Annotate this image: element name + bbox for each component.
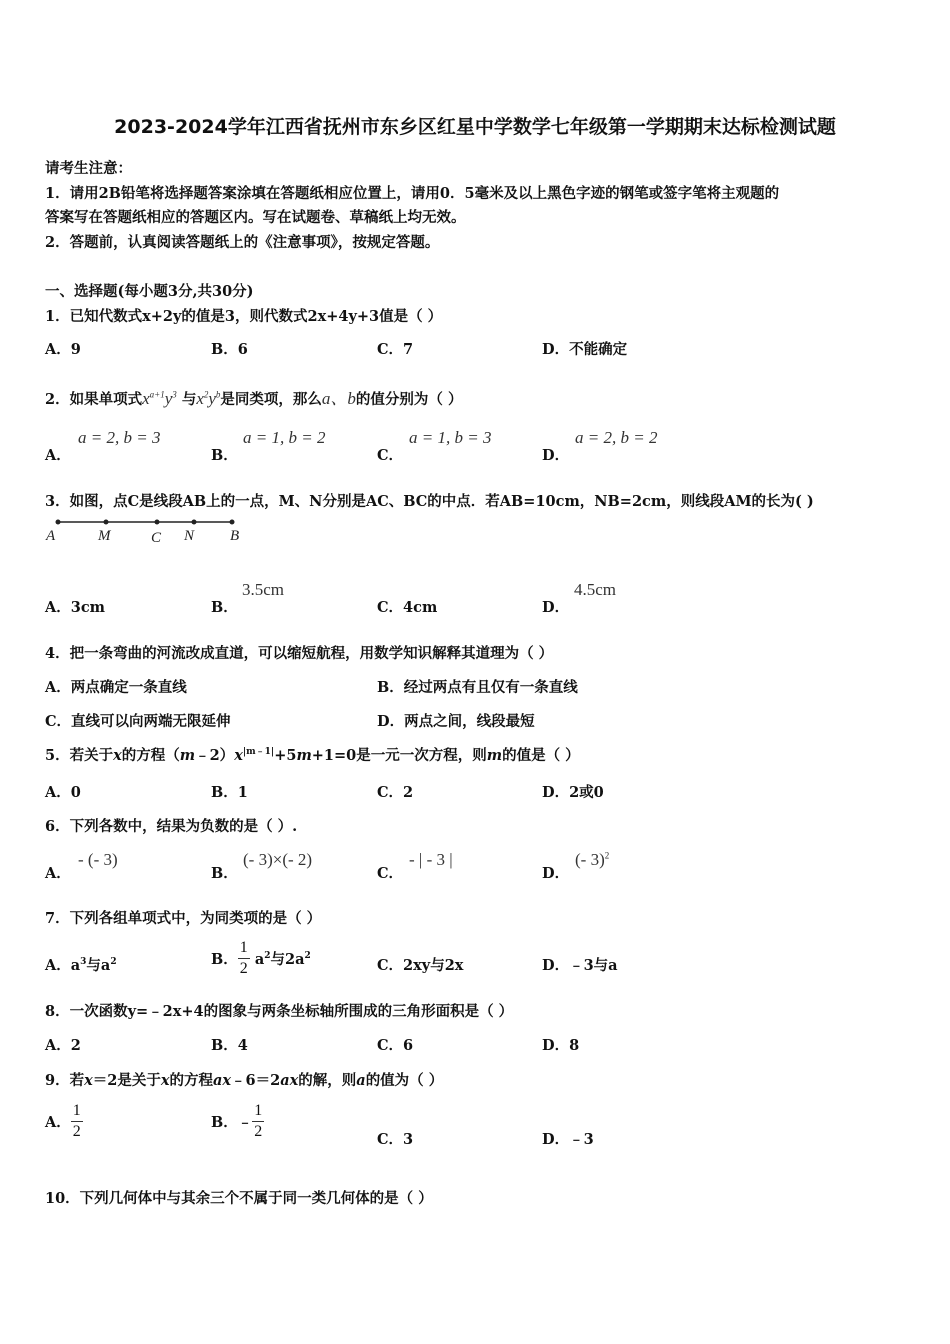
q7-option-b-fraction: $\frac{1}{2}$ (239, 939, 248, 977)
q1-option-b[interactable]: B．6 (211, 341, 248, 358)
q9-stem: 9．若x＝2是关于x的方程ax﹣6＝2ax的解，则a的值为（ ） (45, 1072, 444, 1089)
q2-vars: a、b (321, 389, 356, 408)
q9-option-a[interactable]: A． $\frac{1}{2}$ (45, 1102, 81, 1140)
q6-option-b-label[interactable]: B． (211, 865, 238, 882)
q1-option-a[interactable]: A．9 (45, 341, 81, 358)
q8-stem: 8．一次函数y=﹣2x+4的图象与两条坐标轴所围成的三角形面积是（ ） (45, 1003, 514, 1020)
q3-option-c[interactable]: C．4cm (377, 599, 438, 616)
point-n-dot (192, 520, 197, 525)
notice-line-3: 2．答题前，认真阅读答题纸上的《注意事项》，按规定答题。 (45, 234, 440, 251)
q9-option-d[interactable]: D．﹣3 (542, 1131, 594, 1148)
q2-option-c-label[interactable]: C． (377, 447, 404, 464)
q6-option-a-math: - (- 3) (78, 850, 118, 869)
q8-option-a[interactable]: A．2 (45, 1037, 81, 1054)
q2-option-a-label[interactable]: A． (45, 447, 71, 464)
q6-option-d-math: (- 3)$^2$ (575, 850, 610, 869)
q5-option-c[interactable]: C．2 (377, 784, 414, 801)
q9-option-c[interactable]: C．3 (377, 1131, 414, 1148)
q6-option-b-math: (- 3)×(- 2) (243, 850, 313, 869)
q1-option-c[interactable]: C．7 (377, 341, 414, 358)
point-n-label: N (184, 528, 195, 544)
q5-option-a[interactable]: A．0 (45, 784, 81, 801)
q4-option-a[interactable]: A．两点确定一条直线 (45, 679, 187, 696)
q1-stem: 1．已知代数式x+2y的值是3，则代数式2x+4y+3值是（ ） (45, 308, 443, 325)
notice-line-1: 1．请用2B铅笔将选择题答案涂填在答题纸相应位置上，请用0．5毫米及以上黑色字迹的钢笔或签字笔将主观题的 (45, 185, 780, 202)
q9-option-b-fraction: $\frac{1}{2}$ (254, 1102, 263, 1140)
q2-stem: 2．如果单项式$x^{a+1}y^3$ 与$x^2y^b$是同类项，那么a、b的值分别为（ ） (45, 389, 463, 408)
q4-stem: 4．把一条弯曲的河流改成直道，可以缩短航程，用数学知识解释其道理为（ ） (45, 645, 554, 662)
q2-option-d-math: a = 2, b = 2 (575, 428, 658, 447)
notice-heading: 请考生注意： (45, 160, 132, 177)
point-b-dot (230, 520, 235, 525)
q3-segment-diagram (44, 512, 254, 548)
q2-option-b-math: a = 1, b = 2 (243, 428, 326, 447)
q6-option-c-label[interactable]: C． (377, 865, 404, 882)
q5-option-b[interactable]: B．1 (211, 784, 248, 801)
page-title: 2023-2024学年江西省抚州市东乡区红星中学数学七年级第一学期期末达标检测试题 (114, 116, 836, 138)
q4-option-c[interactable]: C．直线可以向两端无限延伸 (45, 713, 231, 730)
q3-stem: 3．如图，点C是线段AB上的一点，M、N分别是AC、BC的中点．若AB=10cm，NB=2cm，则线段AM的长为( ) (45, 493, 814, 510)
point-m-label: M (98, 528, 111, 544)
point-a-dot (56, 520, 61, 525)
q6-stem: 6．下列各数中，结果为负数的是（ ）. (45, 818, 298, 835)
q7-stem: 7．下列各组单项式中，为同类项的是（ ） (45, 910, 322, 927)
q2-option-d-label[interactable]: D． (542, 447, 570, 464)
q7-option-a[interactable]: A．$a^3$与$a^2$ (45, 957, 117, 974)
q1-option-d[interactable]: D．不能确定 (542, 341, 628, 358)
q2-expr-1: $x^{a+1}y^3$ (142, 389, 177, 408)
point-m-dot (104, 520, 109, 525)
q3-option-d-math: 4.5cm (574, 580, 617, 599)
q3-option-b-math: 3.5cm (242, 580, 285, 599)
q6-option-a-label[interactable]: A． (45, 865, 71, 882)
q9-option-b[interactable]: B．﹣ $\frac{1}{2}$ (211, 1102, 263, 1140)
q3-option-d-label[interactable]: D． (542, 599, 570, 616)
q8-option-b[interactable]: B．4 (211, 1037, 248, 1054)
q3-option-a[interactable]: A．3cm (45, 599, 106, 616)
q2-option-a-math: a = 2, b = 3 (78, 428, 161, 447)
q7-option-b[interactable]: B． $\frac{1}{2}$ $a^2$与$2a^2$ (211, 939, 311, 977)
q6-option-d-label[interactable]: D． (542, 865, 570, 882)
q5-stem: 5．若关于x的方程$(m﹣2)x^{|m﹣1|}+5m+1=0$是一元一次方程，则m的值是（ ） (45, 747, 580, 764)
point-b-label: B (230, 528, 240, 544)
notice-line-2: 答案写在答题纸相应的答题区内。写在试题卷、草稿纸上均无效。 (45, 209, 466, 226)
section-heading: 一、选择题(每小题3分,共30分) (45, 283, 254, 300)
q7-option-c[interactable]: C．2xy与2x (377, 957, 464, 974)
point-a-label: A (46, 528, 56, 544)
q3-option-b-label[interactable]: B． (211, 599, 238, 616)
q4-option-b[interactable]: B．经过两点有且仅有一条直线 (377, 679, 578, 696)
q9-option-a-fraction: $\frac{1}{2}$ (72, 1102, 81, 1140)
q2-option-b-label[interactable]: B． (211, 447, 238, 464)
point-c-label: C (151, 530, 162, 546)
q2-expr-2: $x^2y^b$ (196, 389, 221, 408)
q8-option-c[interactable]: C．6 (377, 1037, 414, 1054)
q6-option-c-math: - | - 3 | (409, 850, 453, 869)
q10-stem: 10．下列几何体中与其余三个不属于同一类几何体的是（ ） (45, 1190, 433, 1207)
q2-option-c-math: a = 1, b = 3 (409, 428, 492, 447)
q4-option-d[interactable]: D．两点之间，线段最短 (377, 713, 535, 730)
point-c-dot (155, 520, 160, 525)
q7-option-d[interactable]: D．﹣3与a (542, 957, 618, 974)
q5-option-d[interactable]: D．2或0 (542, 784, 604, 801)
q8-option-d[interactable]: D．8 (542, 1037, 580, 1054)
